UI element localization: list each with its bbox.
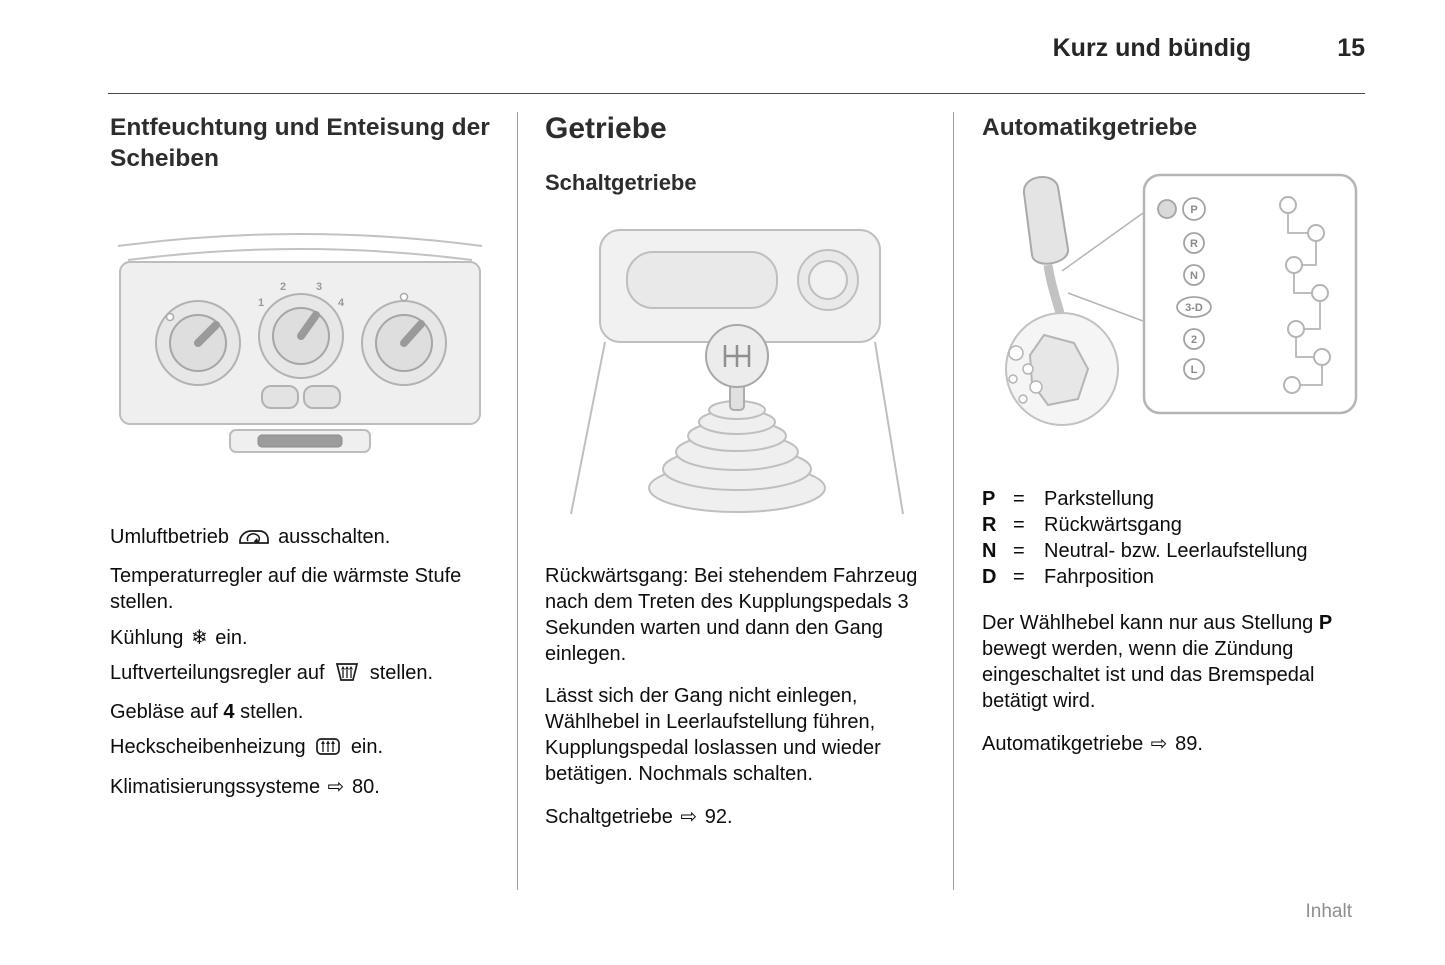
gate-label-P: P <box>1190 204 1198 216</box>
fan-label-2: 2 <box>279 281 287 293</box>
fan-level-value: 4 <box>223 701 235 723</box>
selector-lever-figure <box>982 171 1366 456</box>
reference-climate-systems: Klimatisierungssysteme ⇨ 80. <box>110 774 380 798</box>
column-divider <box>517 112 518 890</box>
instruction-list <box>110 524 482 800</box>
subheading-manual-transmission: Schaltgetriebe <box>545 170 697 195</box>
page-reference-arrow-icon: ⇨ <box>680 804 698 828</box>
cross-reference-link[interactable] <box>1149 733 1203 755</box>
gate-label-N: N <box>1190 270 1198 282</box>
fan-label-1: 1 <box>257 297 265 309</box>
cross-reference-link[interactable] <box>678 806 732 828</box>
instruction-recirculation: Umluftbetrieb ausschalten. <box>110 524 482 554</box>
selector-lever-illustration <box>982 171 1365 451</box>
page-reference-arrow-icon: ⇨ <box>327 774 345 798</box>
page-header <box>108 34 1365 63</box>
fan-label-4: 4 <box>337 297 345 309</box>
legend-row-reverse: R = Rückwärtsgang <box>982 514 1182 536</box>
instruction-fan: Gebläse auf 4 stellen. <box>110 701 304 723</box>
gate-label-R: R <box>1190 238 1198 250</box>
fan-label-3: 3 <box>315 281 323 293</box>
column-divider <box>953 112 954 890</box>
defrost-windshield-icon <box>332 661 362 690</box>
automatic-text <box>982 610 1366 757</box>
gate-label-L: L <box>1190 364 1198 376</box>
inhalt-link[interactable]: Inhalt <box>1305 901 1352 922</box>
reference-manual-transmission: Schaltgetriebe ⇨ 92. <box>545 804 733 828</box>
column-automatic-transmission <box>982 112 1366 773</box>
instruction-air-distribution: Luftverteilungsregler auf stellen. <box>110 660 482 690</box>
page-reference-arrow-icon: ⇨ <box>1150 731 1168 755</box>
chapter-title: Kurz und bündig <box>1052 34 1252 62</box>
transmission-text <box>545 563 932 830</box>
reverse-gear-paragraph: Rückwärtsgang: Bei stehendem Fahrzeug nach dem Treten des Kupplungspedals 3 Sekunden warten und dann den Gang einlegen. <box>545 565 918 665</box>
gear-engage-paragraph: Lässt sich der Gang nicht einlegen, Wählhebel in Leerlaufstellung führen, Kupplungspedal loslassen und wieder betätigen. Nochmals schalten. <box>545 685 881 785</box>
position-p-bold: P <box>1318 612 1333 634</box>
manual-gearshift-illustration <box>545 226 930 526</box>
reference-page-number: 80. <box>351 776 380 798</box>
reference-page-number: 92. <box>704 806 733 828</box>
instruction-rear-window-heating: Heckscheibenheizung ein. <box>110 734 482 764</box>
reference-automatic-transmission: Automatikgetriebe ⇨ 89. <box>982 731 1203 755</box>
climate-panel-illustration <box>110 214 490 459</box>
gate-label-3D: 3-D <box>1185 302 1203 314</box>
section-heading-automatic: Automatikgetriebe <box>982 114 1198 141</box>
instruction-temperature: Temperaturregler auf die wärmste Stufe stellen. <box>110 565 462 613</box>
manual-gearshift-figure <box>545 226 932 531</box>
legend-row-neutral: N = Neutral- bzw. Leerlaufstellung <box>982 540 1308 562</box>
page-number: 15 <box>1337 34 1365 62</box>
column-transmission <box>545 112 932 846</box>
heated-rear-window-icon <box>313 735 343 764</box>
column-defrost-defog <box>110 112 497 809</box>
cooling-snowflake-icon: ❄ <box>190 625 208 649</box>
section-heading-transmission: Getriebe <box>545 112 667 145</box>
page-footer <box>1306 901 1352 923</box>
instruction-cooling: Kühlung ❄ ein. <box>110 625 248 649</box>
climate-panel-figure <box>110 214 497 464</box>
legend-row-park: P = Parkstellung <box>982 488 1155 510</box>
selector-lock-paragraph: Der Wählhebel kann nur aus Stellung P bewegt werden, wenn die Zündung eingeschaltet ist und das Bremspedal betätigt wird. <box>982 612 1333 712</box>
cross-reference-link[interactable] <box>326 776 380 798</box>
header-rule <box>108 93 1365 94</box>
selector-legend <box>982 486 1366 590</box>
recirculation-icon <box>237 527 271 554</box>
reference-page-number: 89. <box>1175 733 1203 755</box>
legend-row-drive: D = Fahrposition <box>982 566 1155 588</box>
section-heading-defrost: Entfeuchtung und Enteisung der Scheiben <box>110 114 490 172</box>
gate-label-2: 2 <box>1190 334 1198 346</box>
